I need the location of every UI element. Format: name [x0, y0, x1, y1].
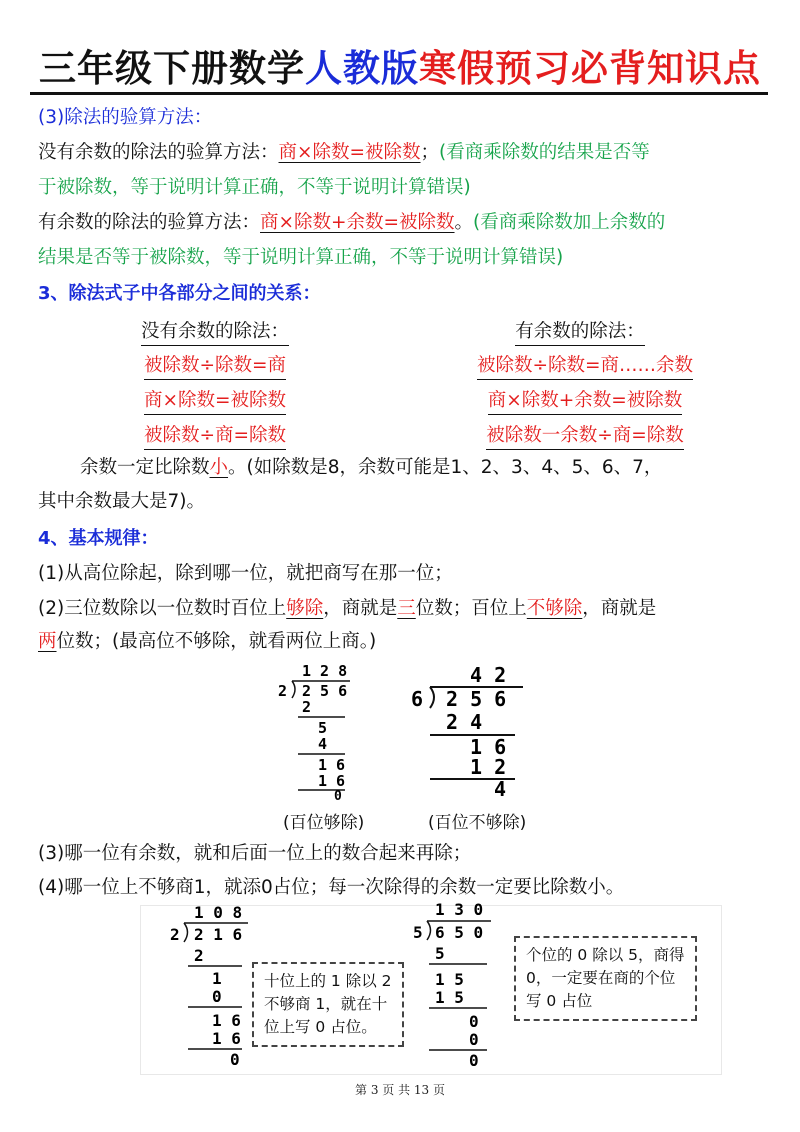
step: 1 — [212, 969, 222, 988]
remainder-rule-line: 余数一定比除数小。(如除数是8，余数可能是1、2、3、4、5、6、7， — [80, 457, 663, 478]
step: 5 — [435, 944, 445, 963]
no-remainder-check-formula: 商×除数=被除数 — [278, 142, 421, 163]
quotient: 4 2 — [470, 663, 507, 687]
step: 0 — [469, 1051, 479, 1070]
step: 4 — [494, 777, 507, 800]
long-division-example-2 — [405, 660, 535, 800]
divisor: 2 — [278, 682, 288, 700]
step: 5 — [318, 719, 328, 737]
quotient: 1 3 0 — [435, 900, 484, 919]
step: 1 5 — [435, 988, 464, 1007]
note-ones-place-zero: 个位的 0 除以 5，商得 0，一定要在商的个位 写 0 占位 — [514, 936, 697, 1021]
page-title — [0, 38, 800, 92]
step: 1 6 — [318, 756, 346, 774]
long-division-example-1 — [270, 660, 380, 800]
check-method-heading: (3)除法的验算方法： — [38, 107, 213, 128]
step: 2 — [302, 698, 312, 716]
divisor: 6 — [411, 687, 424, 711]
title-part-red: 寒假预习必背知识点 — [419, 47, 761, 90]
title-part-blue: 人教版 — [305, 47, 419, 90]
divisor: 2 — [170, 925, 180, 944]
relations-heading: 3、除法式子中各部分之间的关系： — [38, 283, 321, 304]
remainder-rule-line-cont: 其中余数最大是7)。 — [38, 491, 205, 512]
rule-3: (3)哪一位有余数，就和后面一位上的数合起来再除； — [38, 843, 472, 864]
remainder-check-formula: 商×除数+余数=被除数 — [260, 212, 455, 233]
step: 1 6 — [212, 1011, 241, 1030]
step: 4 — [318, 735, 328, 753]
long-division-example-4 — [405, 895, 505, 1070]
no-remainder-formula-3: 被除数÷商=除数 — [105, 421, 325, 447]
dividend: 6 5 0 — [435, 923, 484, 942]
step: 0 — [469, 1012, 479, 1031]
remainder-check-label: 有余数的除法的验算方法： — [38, 212, 261, 233]
step: 2 4 — [446, 710, 483, 734]
caption-hundreds-divisible: (百位够除) — [283, 813, 365, 833]
step: 1 6 — [318, 772, 346, 790]
dividend: 2 5 6 — [302, 682, 348, 700]
step: 2 — [194, 946, 204, 965]
with-remainder-formula-2: 商×除数+余数=被除数 — [440, 386, 730, 412]
quotient: 1 0 8 — [194, 903, 243, 922]
quotient: 1 2 8 — [302, 662, 348, 680]
page-number: 第 3 页 共 13 页 — [355, 1083, 445, 1097]
basic-rules-heading: 4、基本规律： — [38, 528, 159, 549]
remainder-rule-highlight: 小 — [209, 457, 229, 478]
remainder-check-line — [38, 211, 665, 235]
period: 。 — [454, 212, 474, 233]
step: 0 — [334, 789, 342, 800]
title-rule — [30, 92, 768, 95]
step: 1 6 — [212, 1029, 241, 1048]
remainder-check-note-cont: 结果是否等于被除数，等于说明计算正确，不等于说明计算错误) — [38, 247, 564, 268]
no-remainder-check-note: (看商乘除数的结果是否等 — [439, 142, 650, 163]
no-remainder-check-label: 没有余数的除法的验算方法： — [38, 142, 279, 163]
remainder-check-note: (看商乘除数加上余数的 — [473, 212, 666, 233]
long-division-example-3 — [160, 900, 260, 1070]
step: 1 5 — [435, 970, 464, 989]
caption-hundreds-not-divisible: (百位不够除) — [428, 813, 527, 833]
no-remainder-formula-2: 商×除数=被除数 — [105, 386, 325, 412]
divisor: 5 — [413, 923, 423, 942]
dividend: 2 1 6 — [194, 925, 243, 944]
title-part-black: 三年级下册数学 — [39, 47, 305, 90]
dividend: 2 5 6 — [446, 687, 507, 711]
rule-4: (4)哪一位上不够商1，就添0占位；每一次除得的余数一定要比除数小。 — [38, 877, 625, 898]
step: 1 6 — [470, 735, 507, 759]
step: 0 — [212, 987, 222, 1006]
step: 1 2 — [470, 755, 507, 779]
no-remainder-check-line — [38, 141, 650, 165]
with-remainder-formula-1: 被除数÷除数=商……余数 — [440, 351, 730, 377]
with-remainder-formula-3: 被除数一余数÷商=除数 — [440, 421, 730, 447]
with-remainder-title: 有余数的除法： — [470, 317, 690, 343]
no-remainder-check-note-cont: 于被除数，等于说明计算正确，不等于说明计算错误) — [38, 177, 471, 198]
rule-2: (2)三位数除以一位数时百位上够除，商就是三位数；百位上不够除，商就是 — [38, 598, 657, 619]
step: 0 — [230, 1050, 240, 1069]
no-remainder-formula-1: 被除数÷除数=商 — [105, 351, 325, 377]
separator: ； — [420, 142, 440, 163]
note-tens-place-zero: 十位上的 1 除以 2 不够商 1，就在十 位上写 0 占位。 — [252, 962, 404, 1047]
step: 0 — [469, 1030, 479, 1049]
rule-2-cont: 两位数；(最高位不够除，就看两位上商。) — [38, 631, 377, 652]
no-remainder-title: 没有余数的除法： — [105, 317, 325, 343]
rule-1: (1)从高位除起，除到哪一位，就把商写在那一位； — [38, 563, 453, 584]
